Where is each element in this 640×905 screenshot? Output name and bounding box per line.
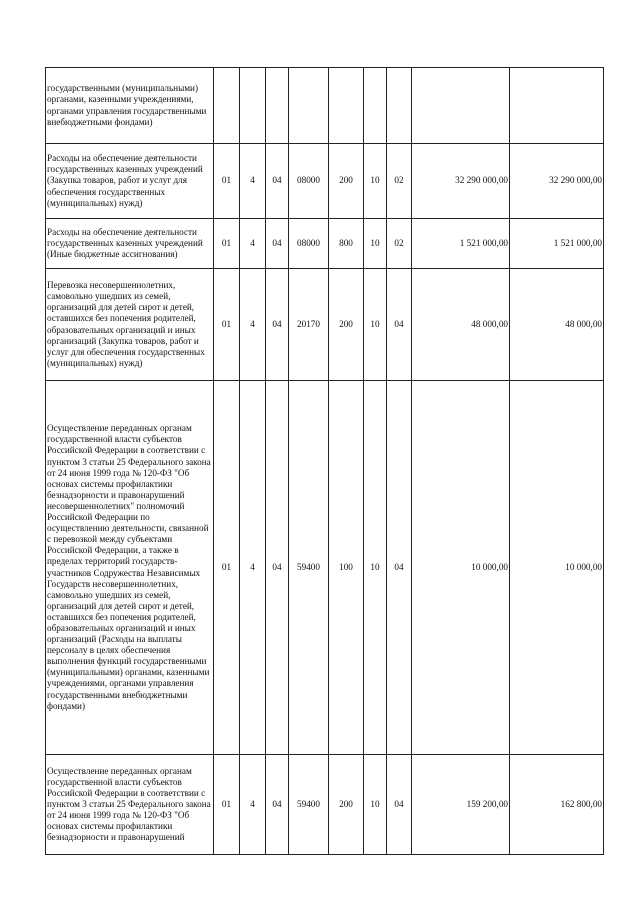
cell-code-2: 4 xyxy=(240,269,266,381)
cell-code-3: 04 xyxy=(266,755,289,855)
table-row xyxy=(46,144,604,219)
row-name: Осуществление переданных органам государственной власти субъектов Российской Федерации в соответствии с пунктом 3 статьи 25 Федерального закона от 24 июня 1999 года № 120-ФЗ "Об основах системы профилактики безнадзорности и правонарушений несовершеннолетних" полномочий Российской Федерации по осуществлению деятельности, связанной с перевозкой между субъектами Российской Федерации, а также в пределах территорий государств-участников Содружества Независимых Государств несовершеннолетних, самовольно ушедших из семей, организаций для детей сирот и детей, оставшихся без попечения родителей, образовательных организаций и иных организаций (Расходы на выплаты персоналу в целях обеспечения выполнения функций государственными (муниципальными) органами, казенными учреждениями, органами управления государственными внебюджетными фондами) xyxy=(46,381,214,755)
cell-code-2 xyxy=(240,68,266,144)
cell-code-5: 200 xyxy=(329,269,364,381)
cell-amount-2: 32 290 000,00 xyxy=(510,144,604,219)
row-name: Перевозка несовершеннолетних, самовольно ушедших из семей, организаций для детей сирот и детей, оставшихся без попечения родителей, образовательных организаций и иных организаций (Закупка товаров, работ и услуг для обеспечения государственных (муниципальных) нужд) xyxy=(46,269,214,381)
row-name: государственными (муниципальными) органами, казенными учреждениями, органами управления государственными внебюджетными фондами) xyxy=(46,68,214,144)
cell-amount-2: 162 800,00 xyxy=(510,755,604,855)
cell-amount-1: 159 200,00 xyxy=(412,755,510,855)
cell-code-6: 10 xyxy=(364,219,387,269)
cell-code-3: 04 xyxy=(266,269,289,381)
cell-code-1: 01 xyxy=(214,144,240,219)
cell-code-3 xyxy=(266,68,289,144)
table-row xyxy=(46,219,604,269)
cell-amount-1 xyxy=(412,68,510,144)
cell-code-3: 04 xyxy=(266,144,289,219)
cell-amount-1: 32 290 000,00 xyxy=(412,144,510,219)
cell-code-4: 20170 xyxy=(289,269,329,381)
cell-code-2: 4 xyxy=(240,144,266,219)
cell-code-1: 01 xyxy=(214,381,240,755)
cell-code-5: 200 xyxy=(329,755,364,855)
cell-amount-1: 48 000,00 xyxy=(412,269,510,381)
cell-amount-1: 1 521 000,00 xyxy=(412,219,510,269)
table-row xyxy=(46,381,604,755)
row-name: Расходы на обеспечение деятельности государственных казенных учреждений (Иные бюджетные ассигнования) xyxy=(46,219,214,269)
cell-code-7 xyxy=(387,68,412,144)
cell-code-4: 08000 xyxy=(289,144,329,219)
cell-amount-2: 1 521 000,00 xyxy=(510,219,604,269)
table-row xyxy=(46,68,604,144)
cell-amount-2: 10 000,00 xyxy=(510,381,604,755)
cell-code-7: 04 xyxy=(387,381,412,755)
cell-code-6: 10 xyxy=(364,269,387,381)
cell-code-6: 10 xyxy=(364,755,387,855)
cell-amount-1: 10 000,00 xyxy=(412,381,510,755)
cell-code-5: 200 xyxy=(329,144,364,219)
cell-code-7: 02 xyxy=(387,144,412,219)
cell-amount-2: 48 000,00 xyxy=(510,269,604,381)
cell-code-2: 4 xyxy=(240,755,266,855)
table-row xyxy=(46,755,604,855)
cell-code-1: 01 xyxy=(214,755,240,855)
cell-code-1 xyxy=(214,68,240,144)
cell-code-6 xyxy=(364,68,387,144)
cell-code-1: 01 xyxy=(214,219,240,269)
cell-code-1: 01 xyxy=(214,269,240,381)
cell-code-5: 100 xyxy=(329,381,364,755)
cell-code-2: 4 xyxy=(240,219,266,269)
cell-code-7: 04 xyxy=(387,269,412,381)
cell-code-4: 59400 xyxy=(289,755,329,855)
cell-code-7: 02 xyxy=(387,219,412,269)
table-row xyxy=(46,269,604,381)
cell-code-4: 59400 xyxy=(289,381,329,755)
cell-code-4: 08000 xyxy=(289,219,329,269)
cell-code-7: 04 xyxy=(387,755,412,855)
cell-amount-2 xyxy=(510,68,604,144)
cell-code-3: 04 xyxy=(266,219,289,269)
budget-table xyxy=(45,67,604,855)
cell-code-5: 800 xyxy=(329,219,364,269)
cell-code-6: 10 xyxy=(364,144,387,219)
row-name: Расходы на обеспечение деятельности государственных казенных учреждений (Закупка товаров, работ и услуг для обеспечения государственных (муниципальных) нужд) xyxy=(46,144,214,219)
row-name: Осуществление переданных органам государственной власти субъектов Российской Федерации в соответствии с пунктом 3 статьи 25 Федерального закона от 24 июня 1999 года № 120-ФЗ "Об основах системы профилактики безнадзорности и правонарушений xyxy=(46,755,214,855)
cell-code-5 xyxy=(329,68,364,144)
cell-code-2: 4 xyxy=(240,381,266,755)
cell-code-6: 10 xyxy=(364,381,387,755)
cell-code-3: 04 xyxy=(266,381,289,755)
cell-code-4 xyxy=(289,68,329,144)
